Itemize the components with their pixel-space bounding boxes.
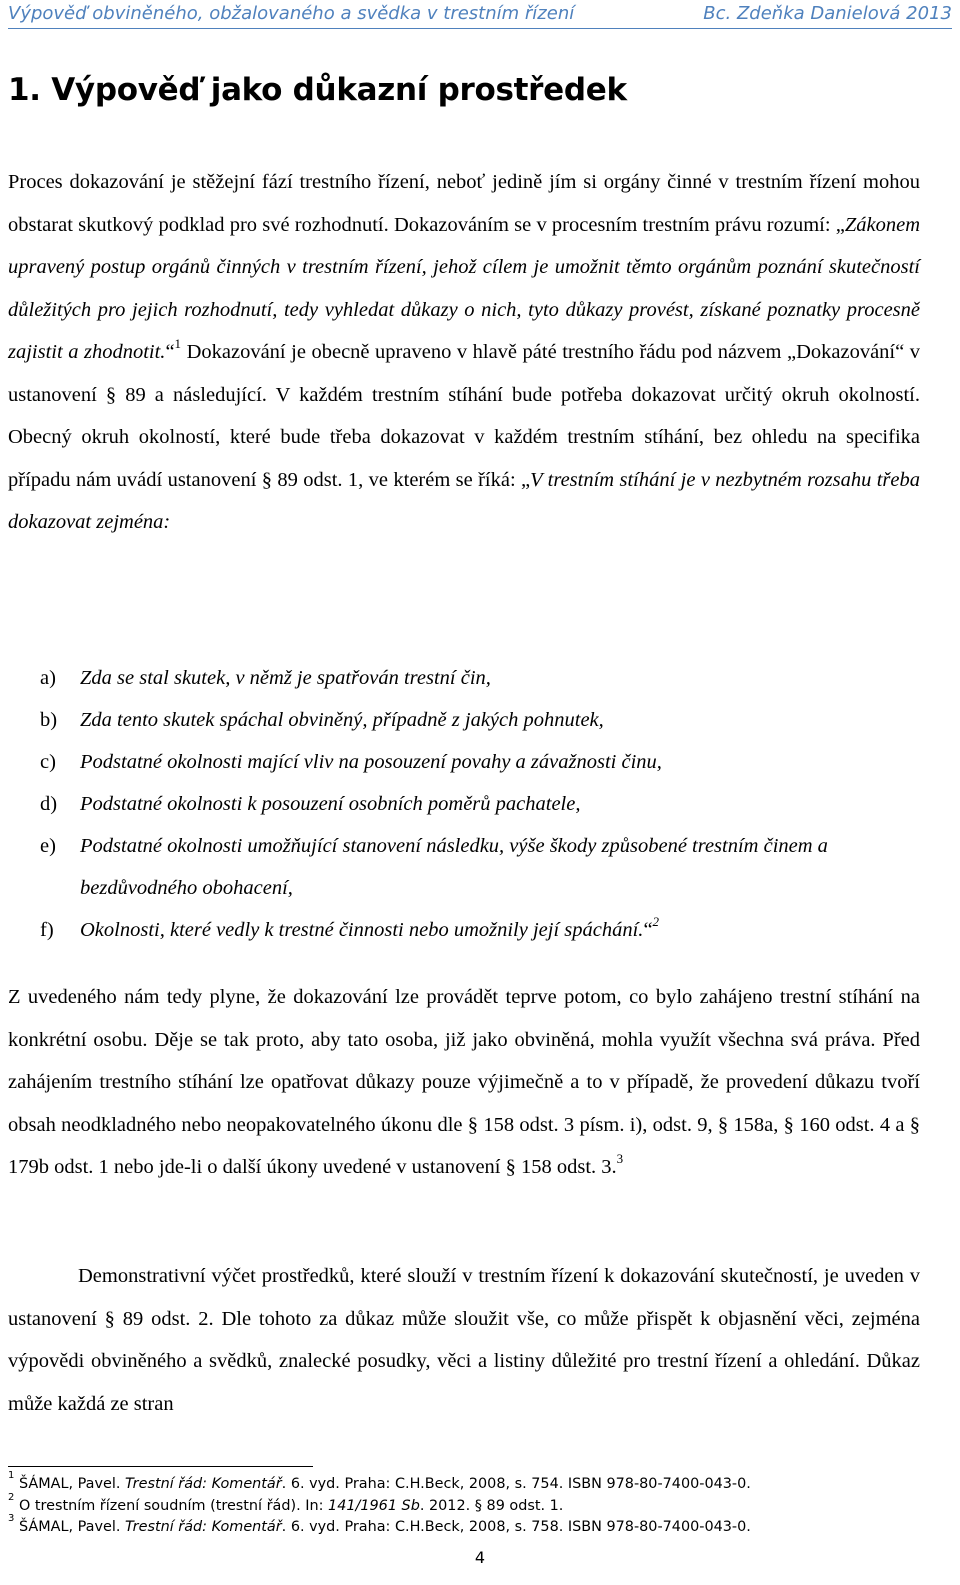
footnote-rule xyxy=(8,1466,313,1467)
footnote-ref-1[interactable]: 1 xyxy=(174,336,182,352)
footnote-title: Trestní řád: Komentář xyxy=(125,1476,282,1492)
list-item xyxy=(40,741,925,783)
paragraph-intro-text-d: Dokazování je obecně upraveno v hlavě páté trestního řádu pod názvem „Dokazování“ v ustanovení § 89 a následující. V každém trestním stíhání bude potřeba dokazovat určitý okruh okolností. Obecný okruh okolností, které bude třeba dokazovat v každém trestním stíhání, bez ohledu na specifika případu nám uvádí ustanovení § 89 odst. 1, ve kterém se říká: „ xyxy=(8,341,920,491)
list-item xyxy=(40,783,925,825)
footnote-number: 1 xyxy=(8,1470,15,1482)
list-item-text: Podstatné okolnosti umožňující stanovení následku, výše škody způsobené trestním činem a bezdůvodného obohacení, xyxy=(80,835,828,899)
footnote-number: 2 xyxy=(8,1491,15,1503)
paragraph-evidence-means: Demonstrativní výčet prostředků, které slouží v trestním řízení k dokazování skutečností, je uveden v ustanovení § 89 odst. 2. Dle tohoto za důkaz může sloužit vše, co může přispět k objasnění věci, zejména výpovědi obviněného a svědků, znalecké posudky, věci a listiny důležité pro trestní řízení a ohledání. Důkaz může každá ze stran xyxy=(8,1265,920,1415)
list-quote-close: “ xyxy=(643,919,653,941)
header-title: Výpověď obviněného, obžalovaného a svědka v trestním řízení xyxy=(8,3,575,24)
footnote-text: ŠÁMAL, Pavel. xyxy=(14,1476,125,1492)
paragraph-intro-quote-close: “ xyxy=(165,341,175,363)
header-rule xyxy=(8,28,952,29)
paragraph-intro-quote-2: V trestním stíhání je v nezbytném rozsahu třeba dokazovat zejména: xyxy=(8,468,920,533)
list-item xyxy=(40,825,925,909)
footnote-title: 141/1961 Sb xyxy=(328,1497,420,1514)
list-item-text: Podstatné okolnosti mající vliv na posouzení povahy a závažnosti činu, xyxy=(80,751,662,773)
list-item-text-wrap xyxy=(80,909,925,951)
footnote-text: O trestním řízení soudním (trestní řád). In: xyxy=(14,1497,329,1514)
page-number: 4 xyxy=(474,1548,486,1567)
list-item xyxy=(40,909,925,951)
list-item-text: Okolnosti, které vedly k trestné činnosti nebo umožnily její spáchání. xyxy=(80,919,644,941)
list-marker: b) xyxy=(40,709,58,731)
section-heading: 1. Výpověď jako důkazní prostředek xyxy=(8,72,627,108)
footnote-text: . 6. vyd. Praha: C.H.Beck, 2008, s. 758. ISBN 978-80-7400-043-0. xyxy=(281,1519,751,1535)
paragraph-conclusion xyxy=(8,976,920,1189)
footnote-text: ŠÁMAL, Pavel. xyxy=(14,1519,125,1535)
footnote-text: . 2012. § 89 odst. 1. xyxy=(419,1497,564,1514)
footnote-text: . 6. vyd. Praha: C.H.Beck, 2008, s. 754. ISBN 978-80-7400-043-0. xyxy=(281,1476,751,1492)
footnote-title: Trestní řád: Komentář xyxy=(125,1519,282,1535)
list-marker: a) xyxy=(40,667,56,689)
list-item xyxy=(40,657,925,699)
paragraph-intro-quote: Zákonem upravený postup orgánů činných v trestním řízení, jehož cílem je umožnit těmto orgánům poznání skutečností důležitých pro jejich rozhodnutí, tedy vyhledat důkazy o nich, tyto důkazy provést, získané poznatky procesně zajistit a zhodnotit. xyxy=(8,213,920,363)
paragraph-intro xyxy=(8,161,920,544)
list-item-text: Podstatné okolnosti k posouzení osobních poměrů pachatele, xyxy=(80,793,581,815)
list-marker: f) xyxy=(40,919,54,941)
list-item-text: Zda tento skutek spáchal obviněný, případně z jakých pohnutek, xyxy=(80,709,604,731)
paragraph-intro-text-a: Proces dokazování je stěžejní fází trestního řízení, neboť jedině jím si orgány činné v trestním řízení mohou obstarat skutkový podklad pro své rozhodnutí. Dokazováním se v procesním trestním právu rozumí: „ xyxy=(8,171,920,236)
footnote xyxy=(8,1513,938,1539)
footnote xyxy=(8,1491,938,1518)
footnotes xyxy=(8,1470,938,1539)
header-author: Bc. Zdeňka Danielová 2013 xyxy=(703,3,952,24)
footnote-ref-2[interactable]: 2 xyxy=(652,914,660,930)
circumstances-list xyxy=(40,657,925,951)
running-header xyxy=(8,3,952,29)
list-marker: d) xyxy=(40,793,58,815)
list-item xyxy=(40,699,925,741)
paragraph-conclusion-text: Z uvedeného nám tedy plyne, že dokazování lze provádět teprve potom, co bylo zahájeno trestní stíhání na konkrétní osobu. Děje se tak proto, aby tato osoba, již jako obviněná, mohla využít všechna svá práva. Před zahájením trestního stíhání lze opatřovat důkazy pouze výjimečně a to v případě, že provedení důkazu tvoří obsah neodkladného nebo neopakovatelného úkonu dle § 158 odst. 3 písm. i), odst. 9, § 158a, § 160 odst. 4 a § 179b odst. 1 nebo jde-li o další úkony uvedené v ustanovení § 158 odst. 3. xyxy=(8,986,920,1178)
list-item-text: Zda se stal skutek, v němž je spatřován trestní čin, xyxy=(80,667,491,689)
footnote-number: 3 xyxy=(8,1513,15,1525)
footnote-ref-3[interactable]: 3 xyxy=(616,1151,624,1167)
list-marker: c) xyxy=(40,751,56,773)
footnote xyxy=(8,1470,938,1496)
list-marker: e) xyxy=(40,835,56,857)
